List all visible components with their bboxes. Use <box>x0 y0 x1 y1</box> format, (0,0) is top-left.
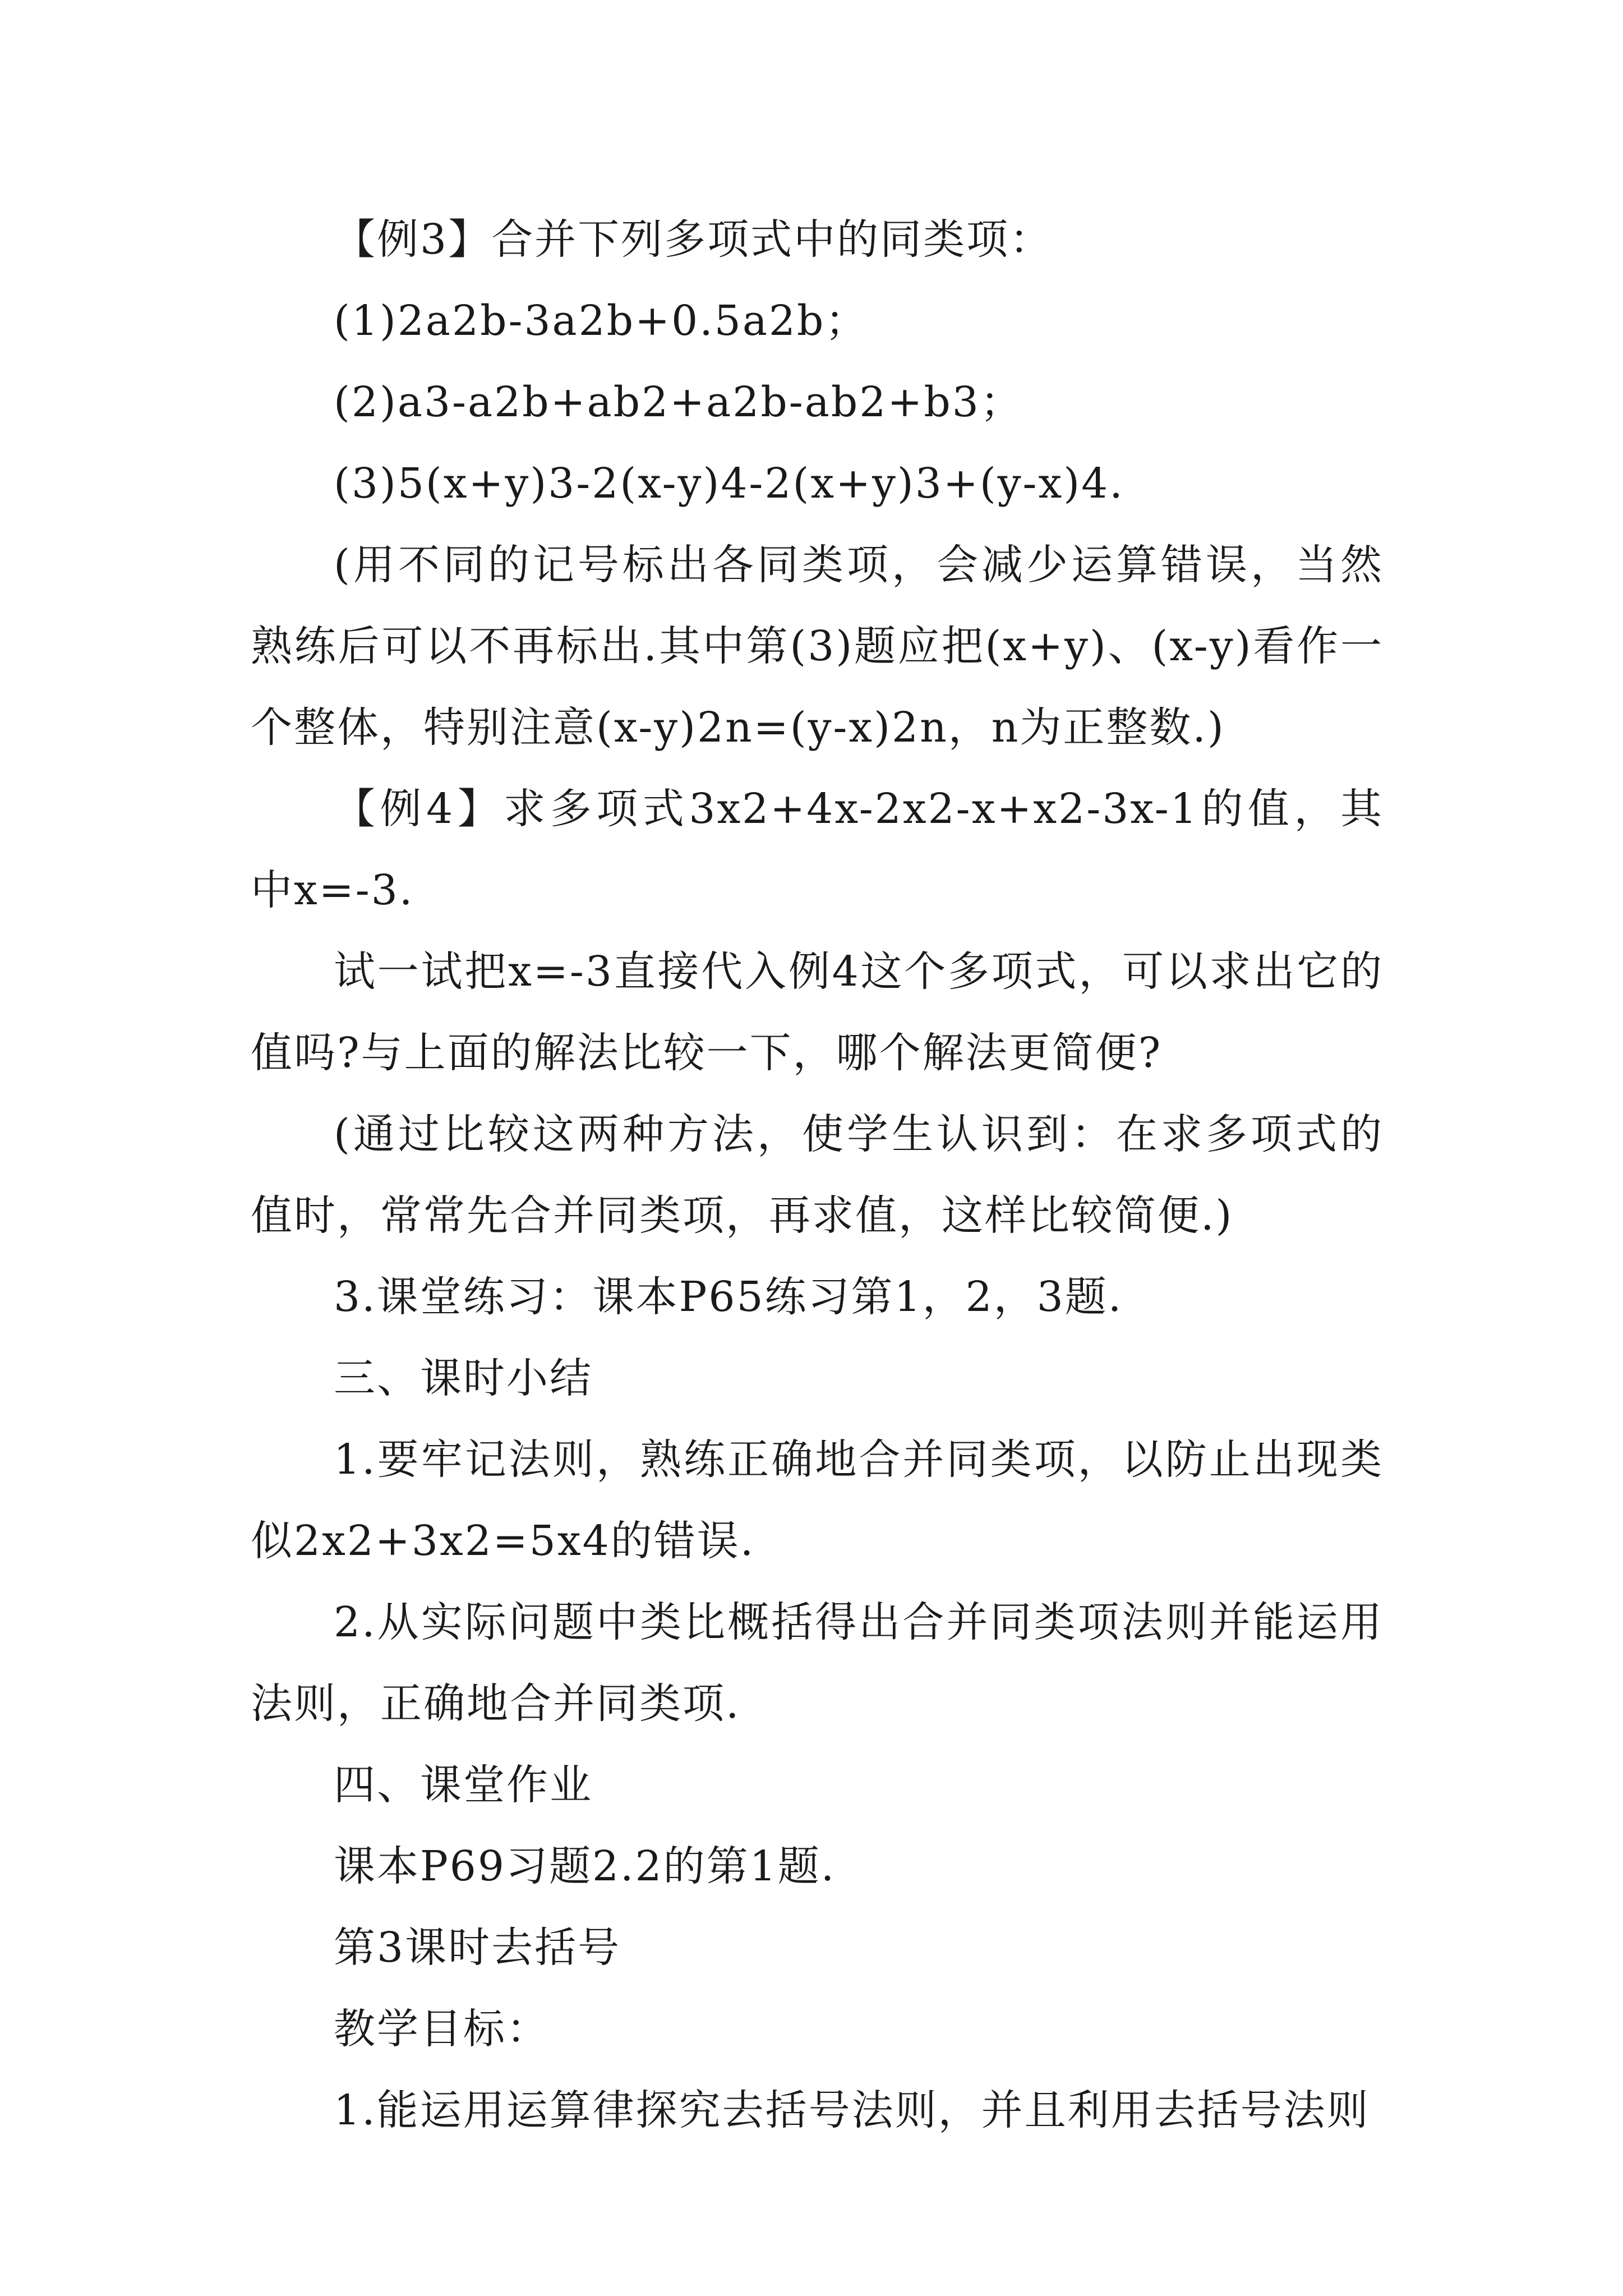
paragraph-classroom-practice: 3.课堂练习：课本P65练习第1，2，3题. <box>334 1273 1123 1321</box>
paragraph-example-3-title: 【例3】合并下列多项式中的同类项： <box>334 215 1053 264</box>
paragraph-example-3-note: (用不同的记号标出各同类项，会减少运算错误，当然熟练后可以不再标出.其中第(3)题应把(x+y)、(x-y)看作一个整体，特别注意(x-y)2n=(y-x)2n，n为正整数.) <box>251 541 1384 752</box>
paragraph-homework: 课本P69习题2.2的第1题. <box>334 1842 836 1890</box>
paragraph-example-4: 【例4】求多项式3x2+4x-2x2-x+x2-3x-1的值，其中x=-3. <box>251 785 1384 914</box>
heading-teaching-objectives: 教学目标： <box>334 2005 550 2053</box>
heading-classroom-homework: 四、课堂作业 <box>334 1761 593 1809</box>
paragraph-objective-1: 1.能运用运算律探究去括号法则，并且利用去括号法则 <box>334 2086 1370 2134</box>
paragraph-summary-2: 2.从实际问题中类比概括得出合并同类项法则并能运用法则，正确地合并同类项. <box>251 1598 1384 1728</box>
document-body <box>251 199 1384 2151</box>
heading-lesson-3: 第3课时去括号 <box>334 1924 621 1972</box>
heading-lesson-summary: 三、课时小结 <box>334 1354 593 1402</box>
paragraph-summary-1: 1.要牢记法则，熟练正确地合并同类项，以防止出现类似2x2+3x2=5x4的错误. <box>251 1435 1384 1565</box>
paragraph-example-3-item-2: (2)a3-a2b+ab2+a2b-ab2+b3； <box>334 378 1023 426</box>
paragraph-try-it: 试一试把x=-3直接代入例4这个多项式，可以求出它的值吗?与上面的解法比较一下，哪个解法更简便? <box>251 947 1384 1077</box>
paragraph-comparison-note: (通过比较这两种方法，使学生认识到：在求多项式的值时，常常先合并同类项，再求值，这样比较简便.) <box>251 1110 1384 1240</box>
paragraph-example-3-item-3: (3)5(x+y)3-2(x-y)4-2(x+y)3+(y-x)4. <box>334 459 1124 508</box>
paragraph-example-3-item-1: (1)2a2b-3a2b+0.5a2b； <box>334 297 869 345</box>
